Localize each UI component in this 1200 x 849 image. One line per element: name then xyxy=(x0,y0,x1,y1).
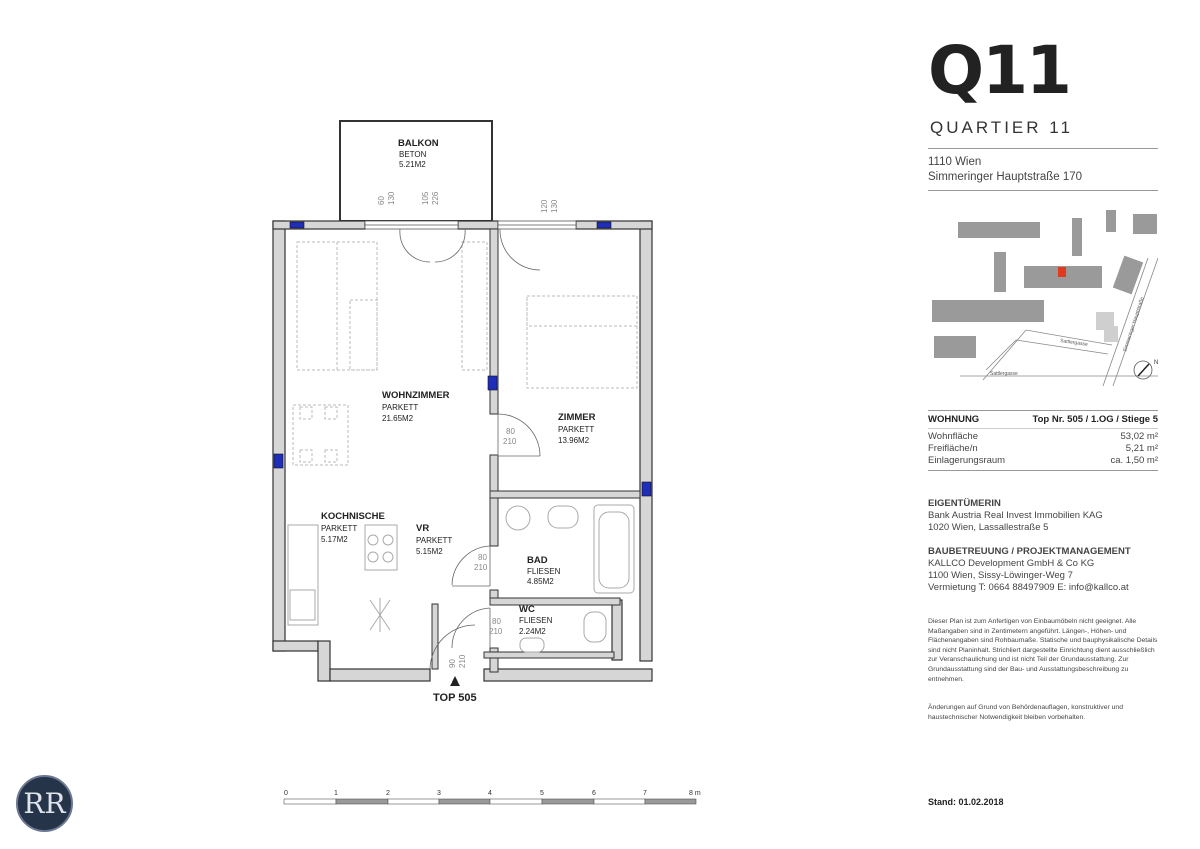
row-label: Freifläche/n xyxy=(928,443,978,454)
zimmer-name: ZIMMER xyxy=(558,412,596,423)
wc-material: FLIESEN xyxy=(519,616,553,625)
scale-label-7: 7 xyxy=(643,790,647,797)
wohnung-header xyxy=(928,414,1158,425)
dim-balkon-mid-b: 226 xyxy=(431,191,440,205)
einlagerung-row xyxy=(928,455,1158,466)
dim-bad-door-a: 80 xyxy=(478,553,487,562)
row-label: Wohnfläche xyxy=(928,431,978,442)
scale-label-2: 2 xyxy=(386,790,390,797)
address-line-2: Simmeringer Hauptstraße 170 xyxy=(928,171,1083,183)
kochnische-name: KOCHNISCHE xyxy=(321,511,385,522)
info-panel xyxy=(928,0,1158,849)
street-label-main: Simmeringer Hauptstraße xyxy=(1122,296,1146,353)
divider xyxy=(928,148,1158,149)
rr-monogram: RR xyxy=(23,787,66,820)
wohnzimmer-material: PARKETT xyxy=(382,403,419,412)
bad-area: 4.85M2 xyxy=(527,577,554,586)
scale-label-4: 4 xyxy=(488,790,492,797)
eigentuemerin-line-2: 1020 Wien, Lassallestraße 5 xyxy=(928,522,1049,533)
scale-label-0: 0 xyxy=(284,790,288,797)
bad-material: FLIESEN xyxy=(527,567,561,576)
compass-needle xyxy=(1138,364,1149,376)
dim-balkon-left-b: 130 xyxy=(387,191,396,205)
zimmer-material: PARKETT xyxy=(558,425,595,434)
wohnung-heading: WOHNUNG xyxy=(928,414,980,425)
q11-logo: Q11 xyxy=(928,32,1070,109)
baubetreuung-heading: BAUBETREUUNG / PROJEKTMANAGEMENT xyxy=(928,546,1131,557)
dim-wc-door-a: 80 xyxy=(492,617,501,626)
row-value: 5,21 m² xyxy=(1125,443,1158,454)
compass-n: N xyxy=(1154,360,1158,366)
vr-area: 5.15M2 xyxy=(416,547,443,556)
wc-area: 2.24M2 xyxy=(519,627,546,636)
map-light-buildings xyxy=(1096,312,1118,342)
divider xyxy=(928,190,1158,191)
disclaimer-2: Änderungen auf Grund von Behördenauflagen, konstruktiver und haustechnischer Notwendigkeit bleiben vorbehalten. xyxy=(928,704,1123,721)
kochnische-area: 5.17M2 xyxy=(321,535,348,544)
logo-subtitle: QUARTIER 11 xyxy=(930,118,1073,137)
inner-walls xyxy=(432,229,640,672)
dim-balkon-left-a: 60 xyxy=(377,196,386,205)
wohnzimmer-name: WOHNZIMMER xyxy=(382,390,450,401)
scale-label-1: 1 xyxy=(334,790,338,797)
divider xyxy=(928,470,1158,471)
scale-label-6: 6 xyxy=(592,790,596,797)
dim-zimmer-win-b: 130 xyxy=(550,199,559,213)
wohnung-top: Top Nr. 505 / 1.OG / Stiege 5 xyxy=(1032,414,1158,425)
balkon-name: BALKON xyxy=(398,138,439,149)
map-buildings xyxy=(932,210,1157,358)
top-label: TOP 505 xyxy=(433,692,477,704)
eigentuemerin-line-1: Bank Austria Real Invest Immobilien KAG xyxy=(928,510,1103,521)
dim-balkon-mid-a: 105 xyxy=(421,191,430,205)
scale-labels xyxy=(284,790,701,797)
baubetreuung-line-2: 1100 Wien, Sissy-Löwinger-Weg 7 xyxy=(928,570,1073,581)
scale-bar xyxy=(284,799,696,804)
scale-label-5: 5 xyxy=(540,790,544,797)
wohnzimmer-area: 21.65M2 xyxy=(382,414,414,423)
stand-date: Stand: 01.02.2018 xyxy=(928,797,1004,807)
eigentuemerin-heading: EIGENTÜMERIN xyxy=(928,498,1001,509)
dim-wc-door-b: 210 xyxy=(489,627,503,636)
balcony-outline xyxy=(340,121,492,221)
disclaimer-1: Dieser Plan ist zum Anfertigen von Einbaumöbeln nicht geeignet. Alle Maßangaben sind in Zentimetern angeführt. Längen-, Höhen- und Flächenangaben sind Rohbaumaße. Statische und bauphysikalische Details sind nicht Planinhalt. Strichliert dargestellte Einrichtung dient ausschließlich zur Veranschaulichung und ist nicht Teil der Grundausstattung. Zur Grundausstattung sind der Bau- und Ausstattungsbeschreibung zu entnehmen. xyxy=(928,618,1158,683)
row-value: ca. 1,50 m² xyxy=(1110,455,1158,466)
street-label-small: Sattlergasse xyxy=(990,371,1018,377)
window-markers xyxy=(274,222,651,496)
entrance-arrow-shape xyxy=(450,677,460,686)
map-highlight xyxy=(1058,267,1066,277)
balkon-material: BETON xyxy=(399,150,427,159)
divider xyxy=(928,428,1158,429)
baubetreuung-line-3: Vermietung T: 0664 88497909 E: info@kallco.at xyxy=(928,582,1129,593)
kochnische-material: PARKETT xyxy=(321,524,358,533)
rr-badge-logo xyxy=(16,775,73,832)
dim-zimmer-win-a: 120 xyxy=(540,199,549,213)
scale-label-8: 8 m xyxy=(689,790,701,797)
dim-entry-a: 90 xyxy=(448,659,457,668)
dim-wz-door-b: 210 xyxy=(503,437,517,446)
dim-wz-door-a: 80 xyxy=(506,427,515,436)
dim-bad-door-b: 210 xyxy=(474,563,488,572)
site-map xyxy=(928,200,1158,390)
scale-label-3: 3 xyxy=(437,790,441,797)
zimmer-area: 13.96M2 xyxy=(558,436,590,445)
row-value: 53,02 m² xyxy=(1120,431,1158,442)
address-line-1: 1110 Wien xyxy=(928,156,982,168)
street-label-side: Sattlergasse xyxy=(1059,338,1089,348)
vr-material: PARKETT xyxy=(416,536,453,545)
baubetreuung-line-1: KALLCO Development GmbH & Co KG xyxy=(928,558,1095,569)
wohnflaeche-row xyxy=(928,431,1158,442)
divider xyxy=(928,410,1158,411)
vr-name: VR xyxy=(416,523,430,534)
freiflaeche-row xyxy=(928,443,1158,454)
bad-name: BAD xyxy=(527,555,548,566)
row-label: Einlagerungsraum xyxy=(928,455,1006,466)
balkon-area: 5.21M2 xyxy=(399,160,426,169)
wc-name: WC xyxy=(519,604,535,615)
dim-entry-b: 210 xyxy=(458,654,467,668)
